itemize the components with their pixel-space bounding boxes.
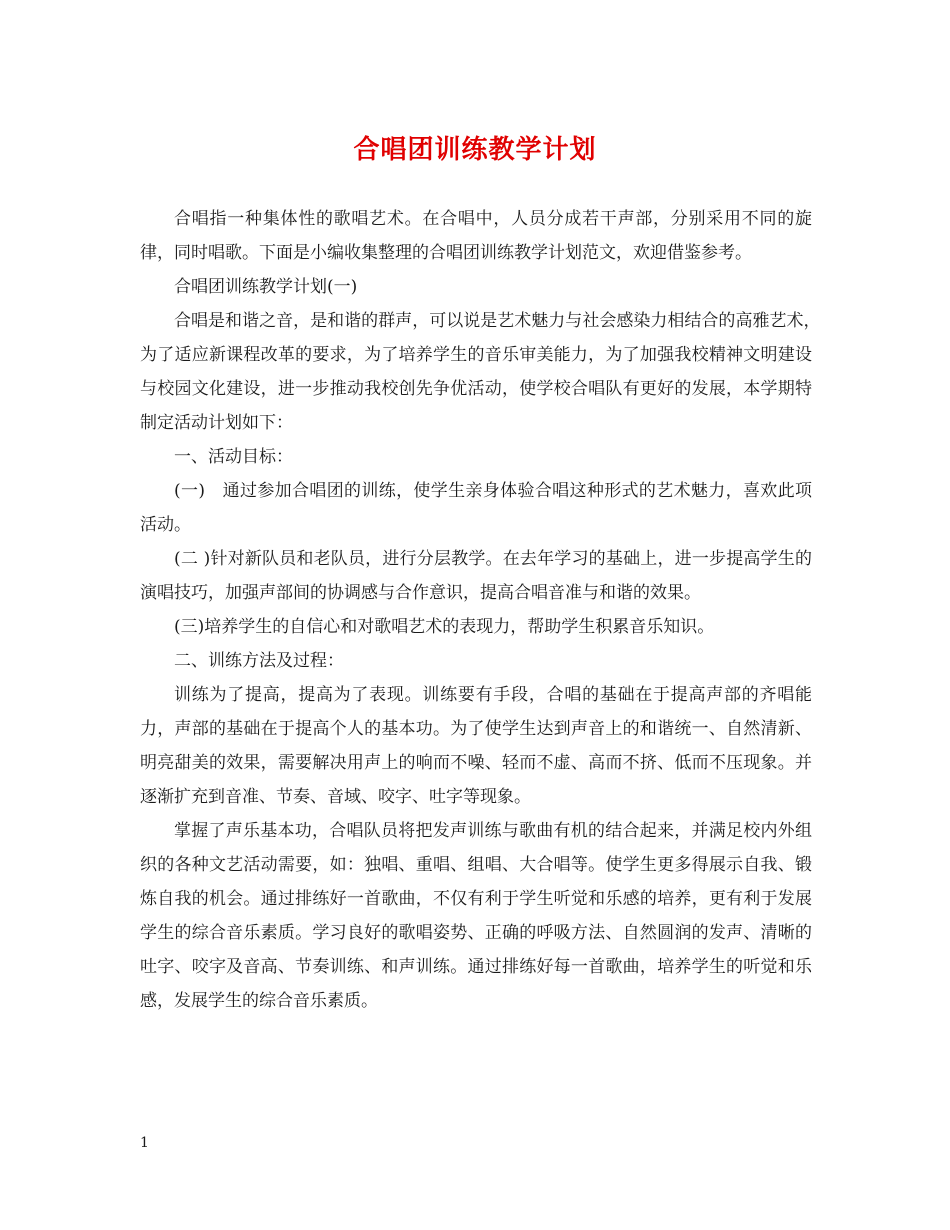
paragraph-overview: 合唱是和谐之音，是和谐的群声，可以说是艺术魅力与社会感染力相结合的高雅艺术， 为了适应新课程改革的要求，为了培养学生的音乐审美能力，为了加强我校精神文明建设与校园文化建设，进一步推动我校创先争优活动，使学校合唱队有更好的发展，本学期特制定活动计划如下： xyxy=(140,311,829,433)
paragraph-methods-practice: 掌握了声乐基本功，合唱队员将把发声训练与歌曲有机的结合起来，并满足校内外组织的各种文艺活动需要，如：独唱、重唱、组唱、大合唱等。使学生更多得展示自我、锻炼自我的机会。通过排练好一首歌曲，不仅有利于学生听觉和乐感的培养，更有利于发展学生的综合音乐素质。学习良好的歌唱姿势、正确的呼吸方法、自然圆润的发声、清晰的吐字、咬字及音高、节奏训练、和声训练。通过排练好每一首歌曲，培养学生的听觉和乐感，发展学生的综合音乐素质。 xyxy=(140,821,812,1011)
document-title: 合唱团训练教学计划 xyxy=(353,135,597,165)
paragraph-goal-three: (三)培养学生的自信心和对歌唱艺术的表现力，帮助学生积累音乐知识。 xyxy=(174,617,715,637)
document-body xyxy=(140,202,829,1018)
paragraph-intro: 合唱指一种集体性的歌唱艺术。在合唱中，人员分成若干声部，分别采用不同的旋律，同时唱歌。下面是小编收集整理的合唱团训练教学计划范文，欢迎借鉴参考。 xyxy=(140,209,812,263)
section-heading-goals: 一、活动目标： xyxy=(174,447,293,467)
section-heading-methods: 二、训练方法及过程： xyxy=(174,651,344,671)
paragraph-methods-training: 训练为了提高，提高为了表现。训练要有手段，合唱的基础在于提高声部的齐唱能力，声部的基础在于提高个人的基本功。为了使学生达到声音上的和谐统一、自然清新、明亮甜美的效果，需要解决用声上的响而不噪、轻而不虚、高而不挤、低而不压现象。并逐渐扩充到音准、节奏、音域、咬字、吐字等现象。 xyxy=(140,685,812,807)
paragraph-goal-one: (一) 通过参加合唱团的训练，使学生亲身体验合唱这种形式的艺术魅力，喜欢此项活动。 xyxy=(140,481,812,535)
section-heading-plan-one: 合唱团训练教学计划(一) xyxy=(174,277,358,297)
paragraph-goal-two: (二 )针对新队员和老队员，进行分层教学。在去年学习的基础上，进一步提高学生的演唱技巧，加强声部间的协调感与合作意识，提高合唱音准与和谐的效果。 xyxy=(140,549,812,603)
page-number: 1 xyxy=(140,1135,149,1151)
